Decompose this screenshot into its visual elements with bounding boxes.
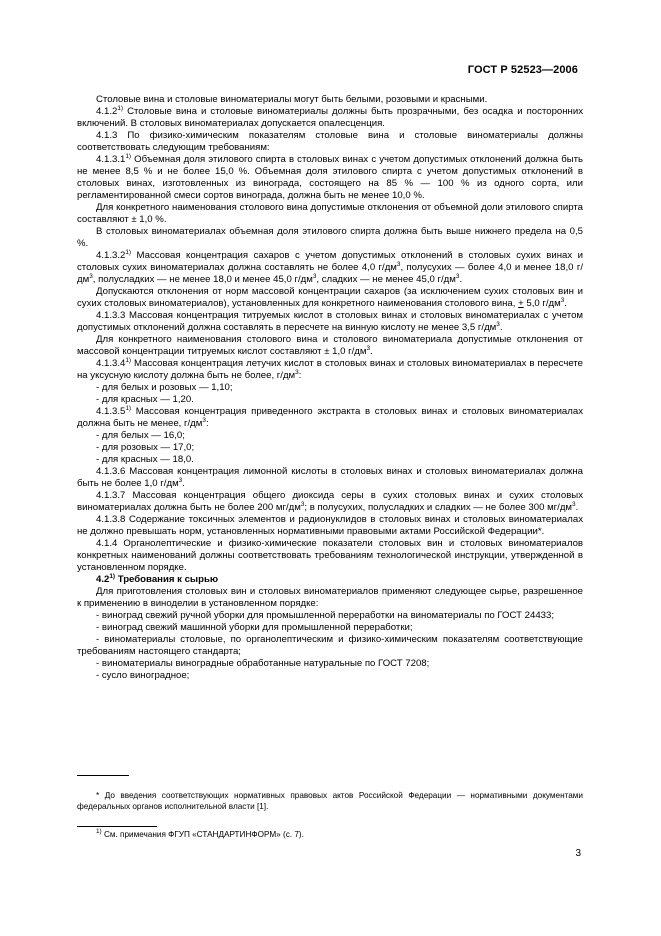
list-item: - для розовых — 17,0; [96,442,195,453]
paragraph: Для конкретного наименования столового вина и столового виноматериала допустимые отклонения от массовой концентрации титруемых кислот составляют ± 1,0 $г/дм^3$. [77,334,583,357]
list-item: - для белых — 16,0; [96,430,185,441]
paragraph: Столовые вина и столовые виноматериалы могут быть белыми, розовыми и красными. [96,94,488,105]
paragraph: 4.1.4 Органолептические и физико-химические показатели столовых вин и столовых виноматериалов конкретных наименований должны соответствовать требованиям технологической инструкции, утвержденной в установленном порядке. [77,538,583,573]
paragraph: 4.1.3 По физико-химическим показателям столовые вина и столовые виноматериалы должны соответствовать следующим требованиям: [77,130,583,153]
paragraph: 4.1.3.5$^{1)}$ Массовая концентрация приведенного экстракта в столовых винах и столовых виноматериалах должна быть не менее, $г/дм^3$: [77,405,583,429]
list-item: - виноград свежий ручной уборки для промышленной переработки на виноматериалы по ГОСТ 24433; [96,610,554,621]
footnote-star: * До введения соответствующих нормативных правовых актов Российской Федерации — нормативными документами федеральных органов исполнительной власти [1]. [77,791,583,811]
section-heading: 4.2$^{1)}$ Требования к сырью [96,573,219,585]
paragraph: 4.1.3.1$^{1)}$ Объемная доля этилового спирта в столовых винах с учетом допустимых отклонений должна быть не менее 8,5 % и не более 15,0 %. Объемная доля этилового спирта с учетом допустимых отклонений в столовых винах, изготовленных из винограда, состоящего на 85 % — 100 % из одного сорта, или регламентированной смеси сортов винограда, должна быть не менее 10,0 %. [77,153,583,201]
paragraph: Для конкретного наименования столового вина допустимые отклонения от объемной доли этилового спирта составляют ± 1,0 %. [77,202,583,225]
footnote-divider [77,775,129,776]
page-number: 3 [575,848,581,859]
paragraph: В столовых виноматериалах объемная доля этилового спирта должна быть выше нижнего предела на 0,5 %. [77,226,583,249]
list-item: - виноматериалы столовые, по органолептическим и физико-химическим показателям соответствующие требованиям настоящего стандарта; [77,634,583,657]
list-item: - виноматериалы виноградные обработанные натуральные по ГОСТ 7208; [96,658,430,669]
paragraph: 4.1.3.2$^{1)}$ Массовая концентрация сахаров с учетом допустимых отклонений в столовых сухих винах и столовых сухих виноматериалах должна составлять не более 4,0 $г/дм^3$, полусухих — более 4,0 и менее 18,0 $г/дм^3$, полусладких — не менее 18,0 и менее 45,0 $г/дм^3$, сладких — не менее 45,0 $г/дм^3$. [77,249,583,285]
footnote-1: $^{1)}$ См. примечания ФГУП «СТАНДАРТИНФОРМ» (с. 7). [96,828,304,839]
paragraph: 4.1.3.4$^{1)}$ Массовая концентрация летучих кислот в столовых винах и столовых виноматериалах в пересчете на уксусную кислоту должна быть не более, $г/дм^3$: [77,357,583,381]
list-item: - виноград свежий машинной уборки для промышленной переработки; [96,622,413,633]
paragraph: Для приготовления столовых вин и столовых виноматериалов применяют следующее сырье, разрешенное к применению в виноделии в установленном порядке: [77,586,583,609]
paragraph: 4.1.3.3 Массовая концентрация титруемых кислот в столовых винах и столовых виноматериалах с учетом допустимых отклонений должна составлять в пересчете на винную кислоту не менее 3,5 $г/дм^3$. [77,310,583,333]
footnote-divider [77,826,157,827]
paragraph: 4.1.3.8 Содержание токсичных элементов и радионуклидов в столовых винах и столовых виноматериалах не должно превышать норм, установленных нормативными правовыми актами Российской Федерации*. [77,514,583,537]
document-body [77,92,583,682]
paragraph: Допускаются отклонения от норм массовой концентрации сахаров (за исключением сухих столовых вин и сухих столовых виноматериалов), установленных для конкретного наименования столового вина, + 5,0 $г/дм^3$. [77,286,583,309]
document-code: ГОСТ Р 52523—2006 [467,64,578,76]
paragraph: 4.1.2$^{1)}$ Столовые вина и столовые виноматериалы должны быть прозрачными, без осадка и посторонних включений. В столовых виноматериалах допускается опалесценция. [77,105,583,129]
paragraph: 4.1.3.6 Массовая концентрация лимонной кислоты в столовых винах и столовых виноматериалах должна быть не более 1,0 $г/дм^3$. [77,466,583,489]
list-item: - для красных — 1,20. [96,394,194,405]
paragraph: 4.1.3.7 Массовая концентрация общего диоксида серы в сухих столовых винах и сухих столовых виноматериалах должна быть не более 200 $мг/дм^3$; в полусухих, полусладких и сладких — не более 300 $мг/дм^3$. [77,490,583,513]
list-item: - для красных — 18,0. [96,454,194,465]
list-item: - сусло виноградное; [96,670,190,681]
list-item: - для белых и розовых — 1,10; [96,382,233,393]
